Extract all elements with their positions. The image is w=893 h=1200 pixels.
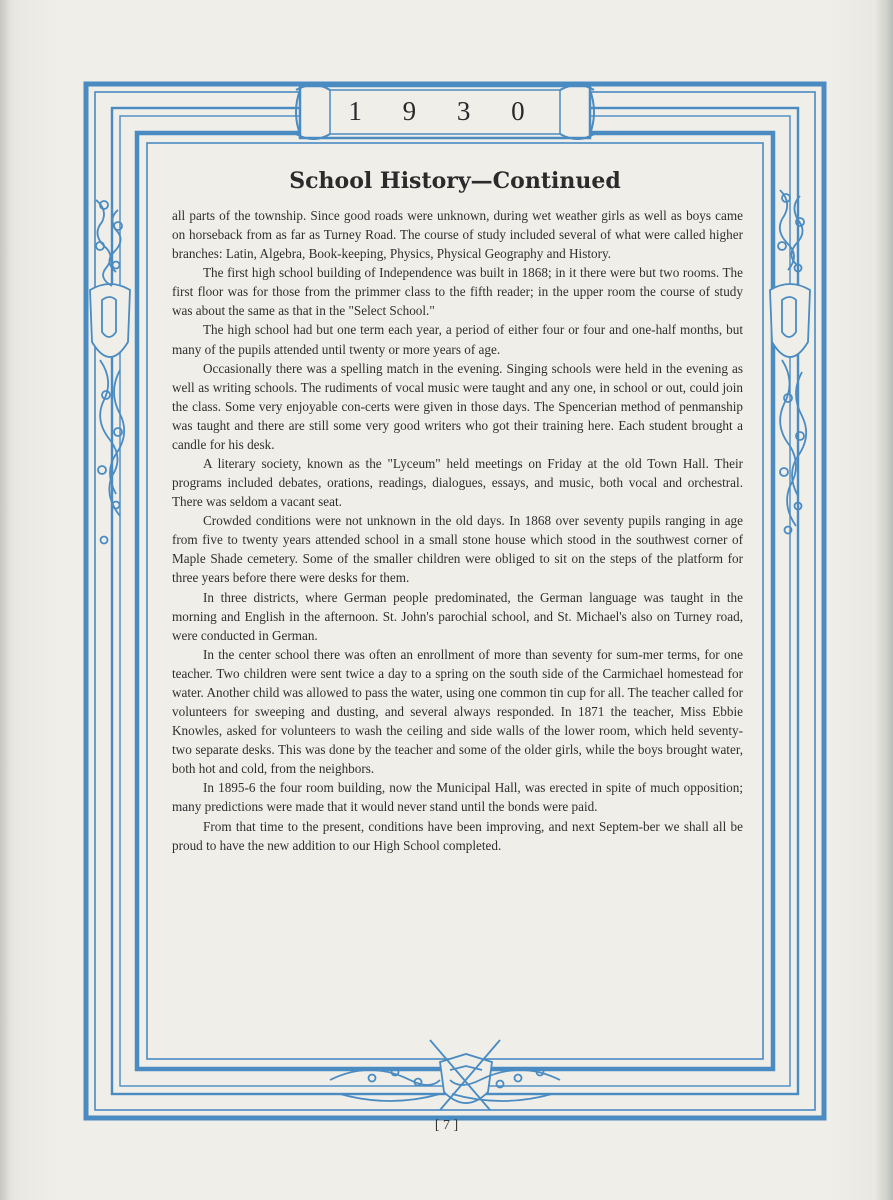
bottom-ornament xyxy=(330,1040,560,1110)
paragraph: In the center school there was often an enrollment of more than seventy for sum-mer terms, for one teacher. Two children were sent twice a day to a spring on the south side of the Carmichael homestead for water. Another child was allowed to pass the water, using one common tin cup for all. The teacher called for volunteers for sweeping and dusting, and several always responded. In 1871 the teacher, Miss Ebbie Knowles, asked for volunteers to wash the ceiling and side walls of the lower room, which held seventy-two separate desks. This was done by the teacher and some of the older girls, while the boys brought water, both hot and cold, from the neighbors. xyxy=(172,646,743,777)
year-heading: 1 9 3 0 xyxy=(348,96,542,126)
article-body xyxy=(172,206,743,855)
paragraph: Occasionally there was a spelling match in the evening. Singing schools were held in the evening as well as writing schools. The rudiments of vocal music were taught and any one, in school or out, could join the class. Some very enjoyable con-certs were given in those days. The Spencerian method of penmanship was taught and there are still some very good writers who got their training here. Each student brought a candle for his desk. xyxy=(172,360,743,452)
left-ornament xyxy=(90,200,130,544)
page-number: [ 7 ] xyxy=(434,1118,459,1133)
paragraph: In three districts, where German people predominated, the German language was taught in the morning and English in the afternoon. St. John's parochial school, and St. Michael's also on Turney road, were conducted in German. xyxy=(172,589,743,643)
paragraph: The first high school building of Independence was built in 1868; in it there were but two rooms. The first floor was for those from the primmer class to the fifth reader; in the upper room the course of study was about the same as that in the "Select School." xyxy=(172,265,743,319)
paragraph: A literary society, known as the "Lyceum" held meetings on Friday at the old Town Hall. Their programs included debates, orations, readings, dialogues, essays, and music, both vocal and orchestral. There was seldom a vacant seat. xyxy=(172,456,743,510)
paragraph: From that time to the present, conditions have been improving, and next Septem-ber we shall all be proud to have the new addition to our High School completed. xyxy=(172,818,743,853)
page-title: School History—Continued xyxy=(289,168,621,194)
paragraph: Crowded conditions were not unknown in the old days. In 1868 over seventy pupils ranging in age from five to twenty years attended school in a small stone house which stood in the southwest corner of Maple Shade cemetery. Some of the smaller children were obliged to sit on the steps of the platform for three years before there were desks for them. xyxy=(172,513,743,586)
paragraph: The high school had but one term each year, a period of either four or four and one-half months, but many of the pupils attended until twenty or more years of age. xyxy=(172,322,743,357)
paragraph: In 1895-6 the four room building, now the Municipal Hall, was erected in spite of much opposition; many predictions were made that it would never stand until the bonds were paid. xyxy=(172,780,743,815)
paragraph: all parts of the township. Since good roads were unknown, during wet weather girls as well as boys came on horseback from as far as Turney Road. The course of study included several of what were called higher branches: Latin, Algebra, Book-keeping, Physics, Physical Geography and History. xyxy=(172,208,743,262)
